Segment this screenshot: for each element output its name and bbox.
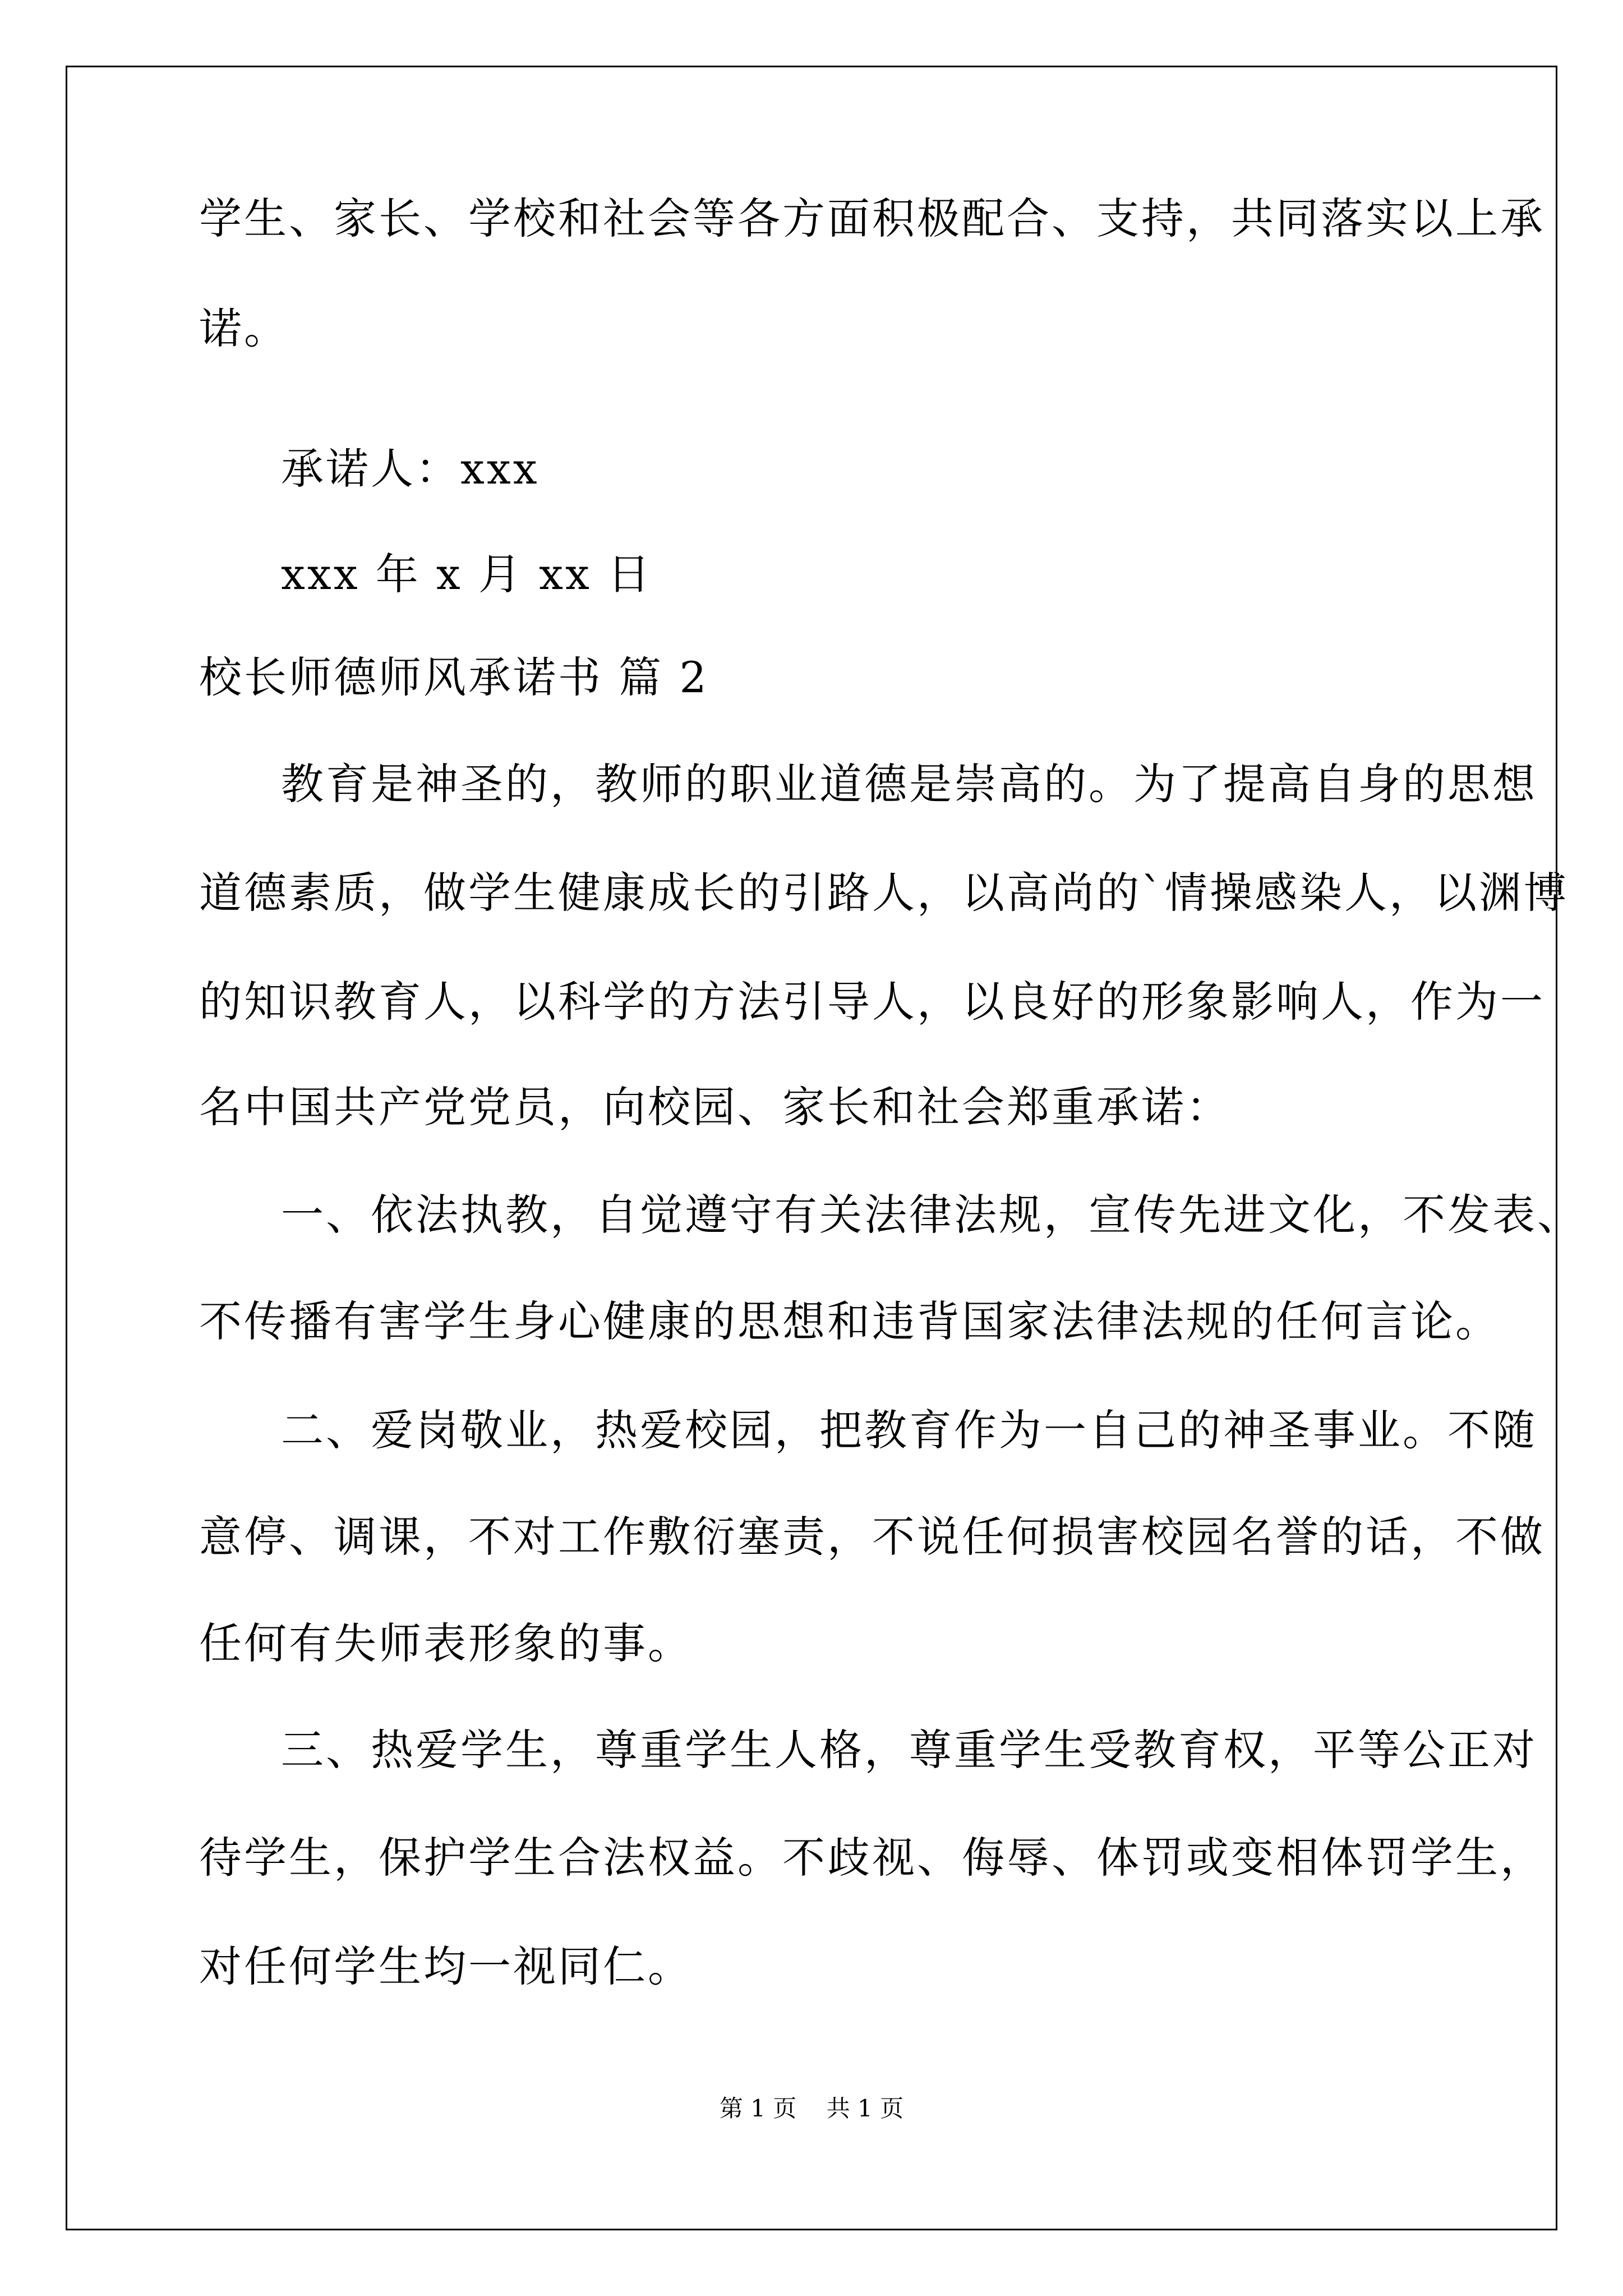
paragraph-line: 一、依法执教，自觉遵守有关法律法规，宣传先进文化，不发表、 [281,1190,1582,1240]
paragraph-line: 对任何学生均一视同仁。 [199,1941,693,1991]
paragraph-line: 名中国共产党党员，向校园、家长和社会郑重承诺： [199,1082,1231,1132]
paragraph-line: 诺。 [199,303,289,353]
date-line: xxx 年 x 月 xx 日 [281,549,652,599]
section-heading: 校长师德师风承诺书 篇 2 [199,652,709,702]
paragraph-line: 待学生，保护学生合法权益。不歧视、侮辱、体罚或变相体罚学生， [199,1833,1545,1883]
paragraph-line: 意停、调课，不对工作敷衍塞责，不说任何损害校园名誉的话，不做 [199,1512,1545,1562]
paragraph-line: 任何有失师表形象的事。 [199,1618,693,1668]
signatory-line: 承诺人：xxx [281,444,540,494]
paragraph-line: 三、热爱学生，尊重学生人格，尊重学生受教育权，平等公正对 [281,1725,1537,1775]
paragraph-line: 二、爱岗敬业，热爱校园，把教育作为一自己的神圣事业。不随 [281,1405,1537,1455]
paragraph-line: 道德素质，做学生健康成长的引路人，以高尚的`情操感染人，以渊博 [199,868,1569,918]
page-number-footer: 第 1 页 共 1 页 [719,2095,904,2122]
paragraph-line: 教育是神圣的，教师的职业道德是崇高的。为了提高自身的思想 [281,759,1537,809]
paragraph-line: 学生、家长、学校和社会等各方面积极配合、支持，共同落实以上承 [199,194,1545,243]
paragraph-line: 的知识教育人，以科学的方法引导人，以良好的形象影响人，作为一 [199,977,1545,1027]
paragraph-line: 不传播有害学生身心健康的思想和违背国家法律法规的任何言论。 [199,1296,1500,1346]
page-border [66,66,1557,2230]
